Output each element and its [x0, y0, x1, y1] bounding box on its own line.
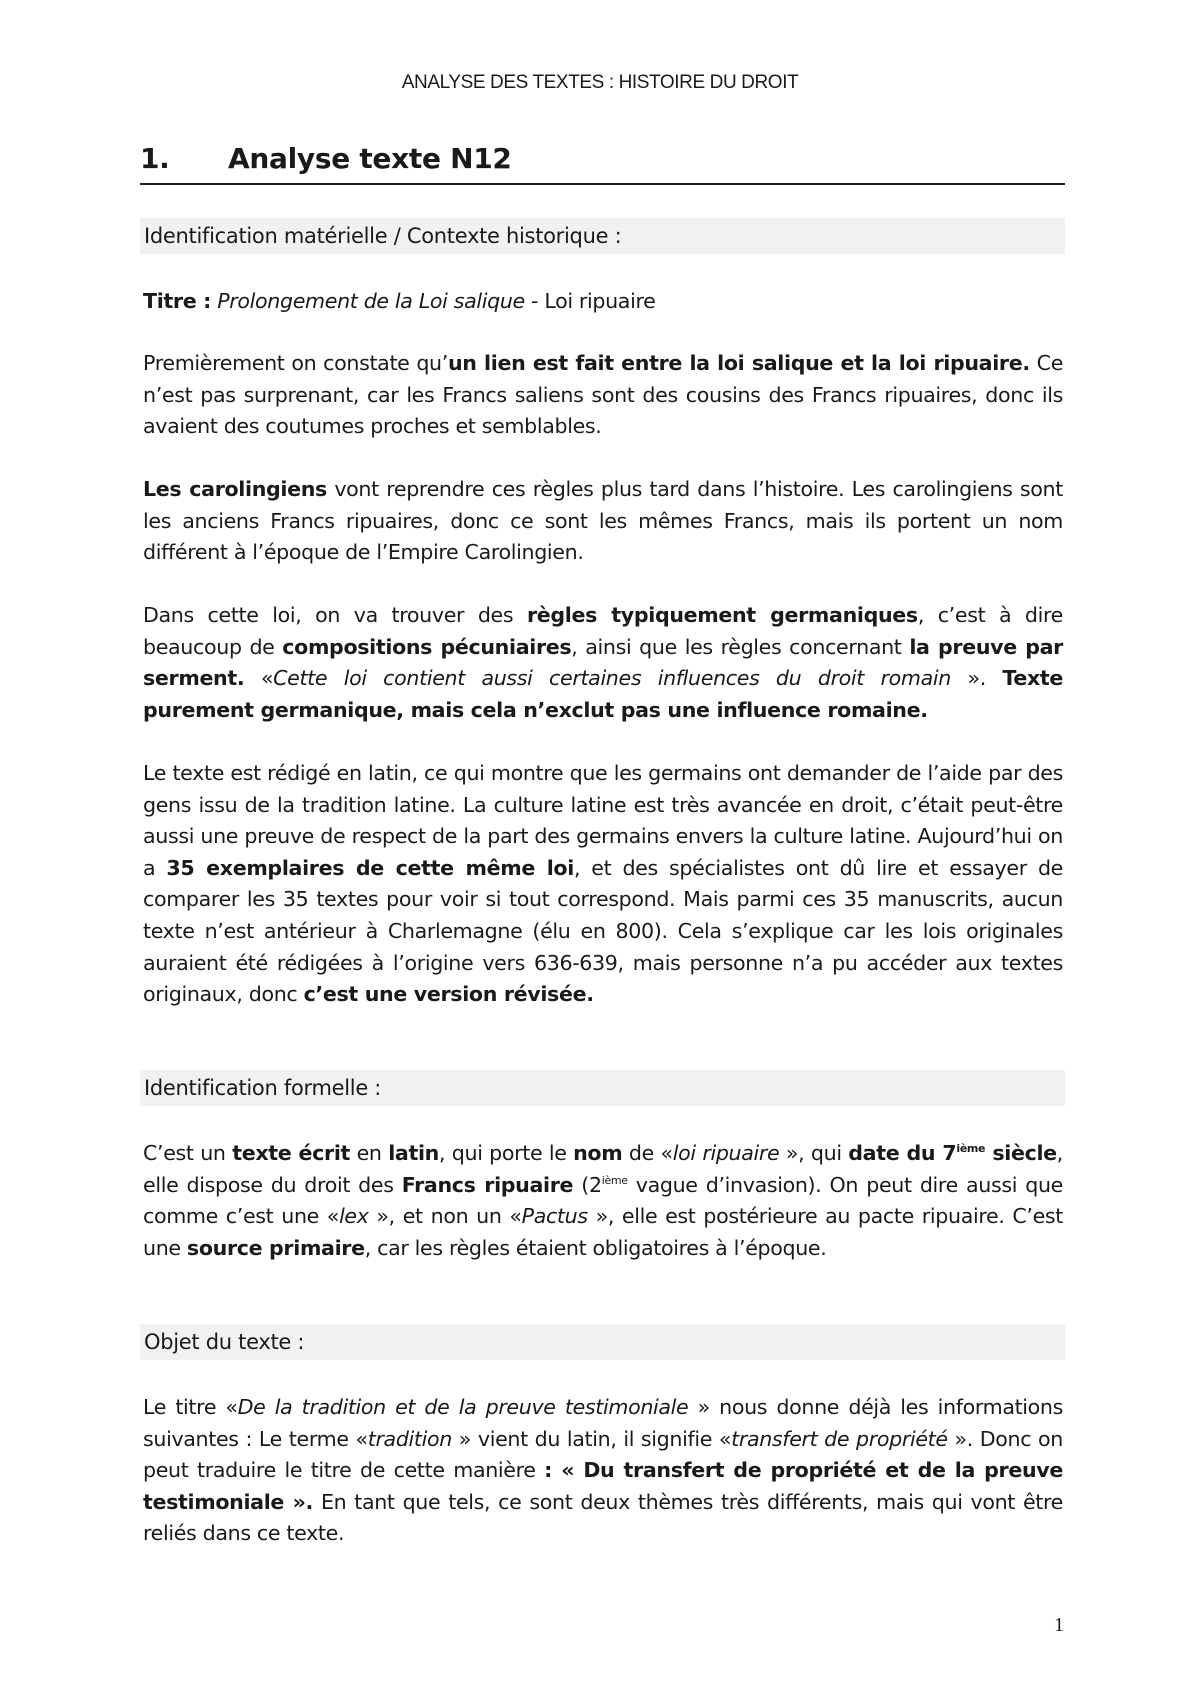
italic-run: lex [339, 1204, 369, 1229]
section-number: 1. [140, 142, 170, 175]
titre-rest: - Loi ripuaire [524, 289, 656, 313]
paragraph-carolingiens [143, 474, 1063, 569]
text-run: », et non un « [368, 1204, 522, 1229]
text-run: vont reprendre ces règles plus tard dans l’histoire. Les carolingiens sont les anciens Francs ripuaires, donc ce sont les mêmes Francs, mais ils portent un nom différent à l’époque de l’Empire Carolingien. [143, 477, 1063, 565]
text-run: , c’est à dire beaucoup de [143, 603, 1063, 659]
text-run: » nous donne déjà les informations suivantes : Le terme « [143, 1395, 1064, 1451]
text-run: , car les règles étaient obligatoires à l’époque. [364, 1235, 827, 1260]
text-run: » vient du latin, il signifie « [451, 1426, 732, 1451]
subheading-identification-materielle: Identification matérielle / Contexte historique : [140, 218, 1065, 254]
titre-italic: Prolongement de la Loi salique [217, 289, 525, 313]
italic-run: De la tradition et de la preuve testimoniale [237, 1395, 689, 1419]
bold-run: compositions pécuniaires [282, 634, 572, 659]
bold-run: un lien est fait entre la loi salique et la loi ripuaire. [447, 351, 1030, 375]
text-run: Le texte est rédigé en latin, ce qui montre que les germains ont demander de l’aide par des gens issu de la tradition latine. La culture latine est très avancée en droit, c’était peut-être aussi une preuve de respect de la part des germains envers la culture latine. Aujourd’hui on a [143, 761, 1063, 880]
paragraph-lien [143, 348, 1063, 443]
bold-run: la preuve par serment. [143, 634, 1063, 691]
bold-run: siècle [985, 1141, 1057, 1165]
text-run: « [244, 666, 274, 691]
text-run: Le titre « [143, 1395, 238, 1419]
section-title-text: Analyse texte N12 [228, 142, 512, 175]
text-run: », qui [779, 1141, 849, 1165]
bold-run: Francs ripuaire [401, 1172, 574, 1197]
italic-run: tradition [367, 1426, 452, 1451]
paragraph-latin [143, 758, 1063, 1011]
text-run: En tant que tels, ce sont deux thèmes très différents, mais qui vont être reliés dans ce texte. [143, 1489, 1063, 1546]
text-run: en [350, 1141, 389, 1165]
titre-line [143, 286, 1063, 318]
bold-run: Les carolingiens [143, 477, 327, 501]
bold-run: texte écrit [232, 1141, 351, 1165]
text-run: ». [950, 666, 1003, 691]
text-run: , qui porte le [439, 1141, 574, 1165]
text-run: C’est un [143, 1141, 233, 1165]
text-run: , ainsi que les règles concernant [571, 634, 910, 659]
text-run: (2 [573, 1172, 602, 1197]
titre-label: Titre : [143, 289, 212, 313]
bold-run: nom [573, 1141, 623, 1165]
page-header: ANALYSE DES TEXTES : HISTOIRE DU DROIT [401, 72, 799, 93]
bold-run: date du 7 [848, 1141, 957, 1165]
text-run: Premièrement on constate qu’ [143, 351, 448, 375]
bold-run: source primaire [186, 1235, 365, 1260]
bold-run: c’est une version révisée. [303, 982, 594, 1007]
text-run: , elle dispose du droit des [143, 1141, 1063, 1197]
superscript: ième [601, 1173, 628, 1187]
subheading-identification-formelle: Identification formelle : [140, 1070, 1065, 1106]
section-title [140, 142, 1065, 185]
text-run: Ce n’est pas surprenant, car les Francs saliens sont des cousins des Francs ripuaires, donc ils avaient des coutumes proches et semblables. [143, 351, 1064, 439]
text-run: vague d’invasion). On peut dire aussi que comme c’est une « [143, 1172, 1063, 1229]
paragraph-objet [143, 1392, 1063, 1550]
paragraph-regles [143, 600, 1063, 726]
text-run: », elle est postérieure au pacte ripuaire. C’est une [143, 1204, 1064, 1260]
text-run: , et des spécialistes ont dû lire et essayer de comparer les 35 textes pour voir si tout correspond. Mais parmi ces 35 manuscrits, aucun texte n’est antérieur à Charlemagne (élu en 800). Cela s’explique car les lois originales auraient été rédigées à l’origine vers 636-639, mais personne n’a pu accéder aux textes originaux, donc [143, 855, 1064, 1007]
paragraph-formelle [143, 1138, 1063, 1264]
italic-run: transfert de propriété [731, 1426, 948, 1451]
text-run: Dans cette loi, on va trouver des [143, 603, 527, 627]
bold-run: 35 exemplaires de cette même loi [166, 855, 574, 880]
italic-run: loi ripuaire [672, 1141, 780, 1165]
bold-run: Texte purement germanique, mais cela n’exclut pas une influence romaine. [143, 666, 1064, 722]
text-run: de « [622, 1141, 673, 1165]
text-run: ». Donc on peut traduire le titre de cette manière [143, 1426, 1063, 1483]
bold-run: règles typiquement germaniques [526, 603, 918, 627]
italic-run: Pactus [521, 1204, 588, 1229]
italic-run: Cette loi contient aussi certaines influences du droit romain [273, 666, 951, 691]
page-number: 1 [1054, 1614, 1064, 1636]
bold-run: latin [388, 1141, 439, 1165]
subheading-objet: Objet du texte : [140, 1324, 1065, 1360]
superscript: ième [956, 1142, 986, 1155]
bold-run: : « Du transfert de propriété et de la preuve testimoniale ». [143, 1458, 1063, 1514]
